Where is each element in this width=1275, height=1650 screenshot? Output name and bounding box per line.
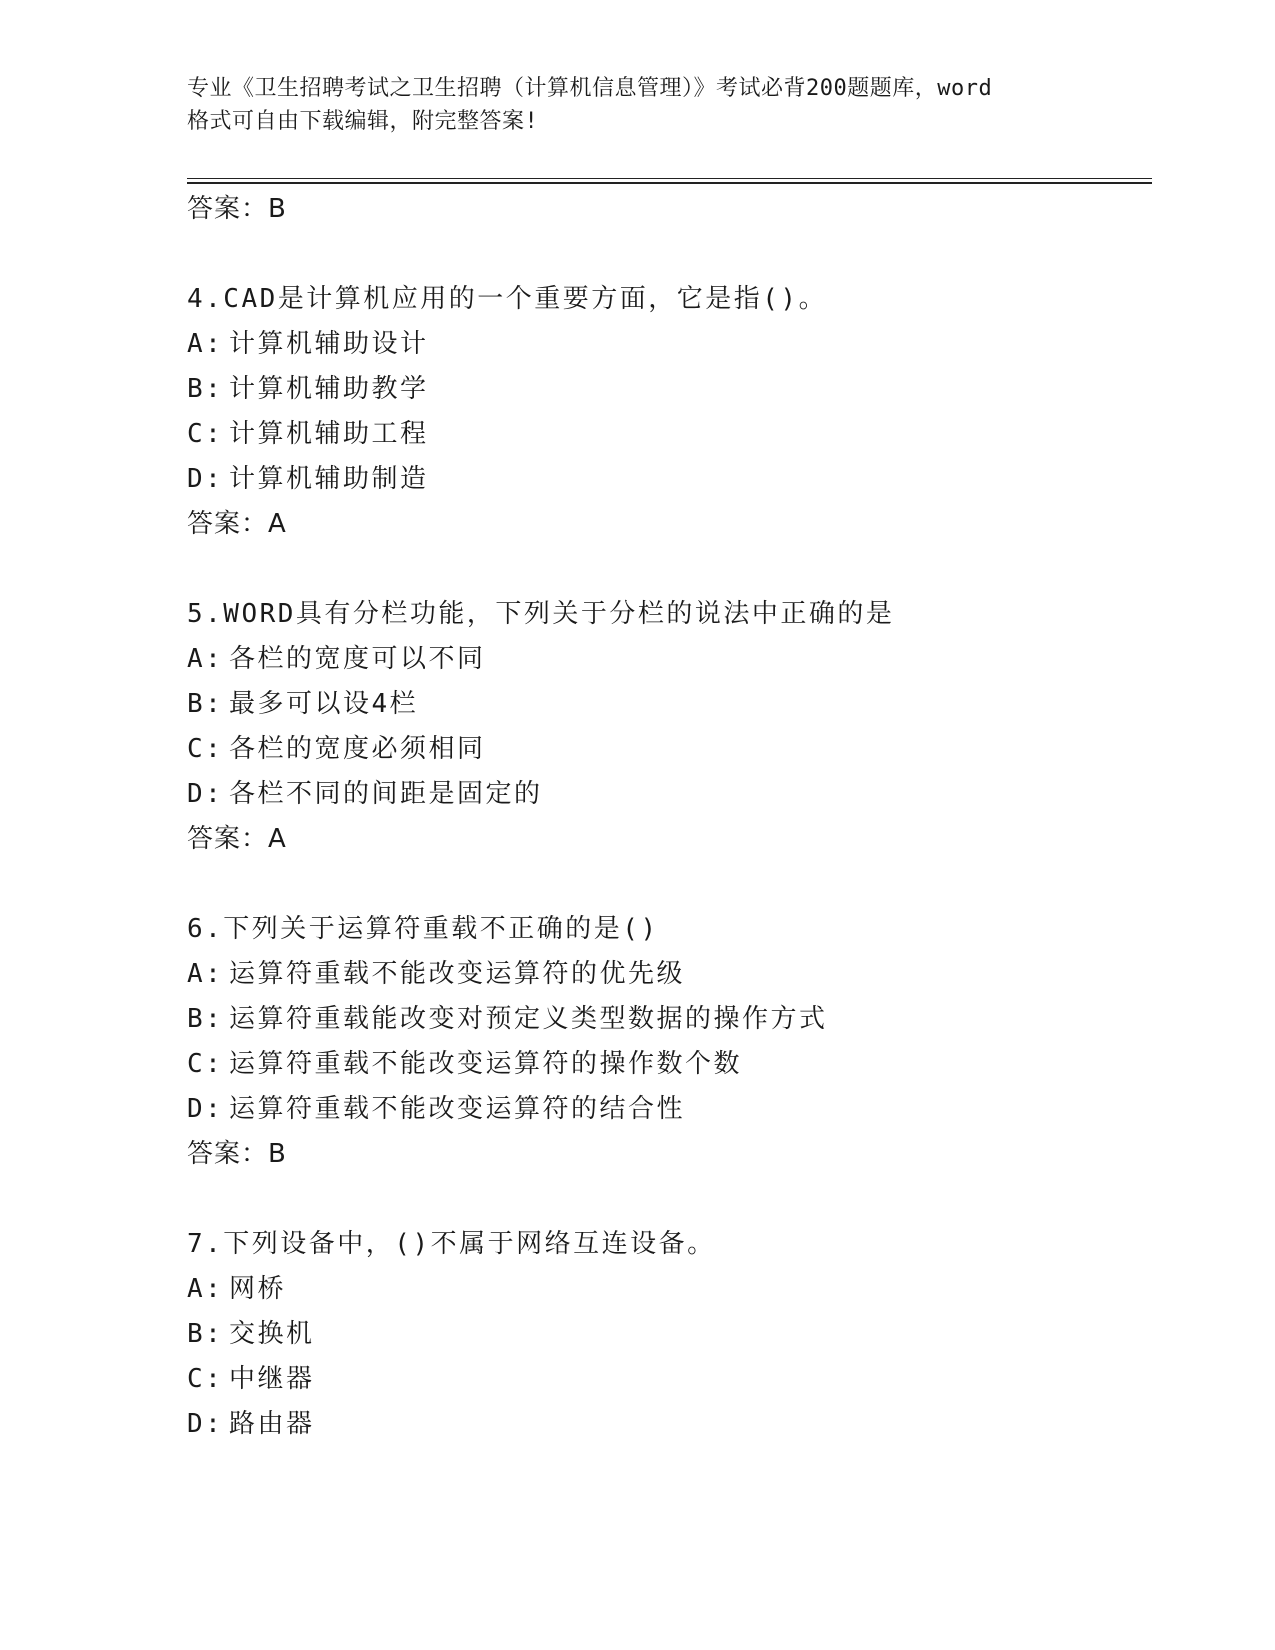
option-text: 各栏不同的间距是固定的 [229, 779, 543, 809]
option-c [187, 727, 1147, 772]
option-text: 路由器 [229, 1409, 315, 1439]
option-text: 计算机辅助工程 [229, 419, 429, 449]
option-d [187, 457, 1147, 502]
header-line-1: 专业《卫生招聘考试之卫生招聘（计算机信息管理）》考试必背200题题库，word [187, 76, 993, 101]
option-text: 计算机辅助设计 [229, 329, 429, 359]
option-text: 运算符重载不能改变运算符的优先级 [229, 959, 686, 989]
option-text: 运算符重载不能改变运算符的结合性 [229, 1094, 686, 1124]
option-text: 计算机辅助制造 [229, 464, 429, 494]
option-label: C: [187, 1364, 224, 1394]
option-text: 运算符重载能改变对预定义类型数据的操作方式 [229, 1004, 828, 1034]
option-label: D: [187, 1094, 224, 1124]
answer-line: 答案：A [187, 509, 287, 539]
option-a [187, 637, 1147, 682]
option-a [187, 1267, 1147, 1312]
option-label: C: [187, 1049, 224, 1079]
option-label: B: [187, 374, 224, 404]
option-c [187, 412, 1147, 457]
option-d [187, 1087, 1147, 1132]
option-text: 各栏的宽度必须相同 [229, 734, 486, 764]
option-label: B: [187, 689, 224, 719]
spacer [187, 547, 1147, 592]
question-block [187, 277, 1147, 592]
option-label: C: [187, 734, 224, 764]
answer-line: 答案：B [187, 1139, 287, 1169]
option-label: A: [187, 644, 224, 674]
question-stem: 4.CAD是计算机应用的一个重要方面，它是指()。 [187, 284, 828, 314]
option-label: D: [187, 1409, 224, 1439]
answer-line: 答案：B [187, 194, 287, 224]
question-stem: 6.下列关于运算符重载不正确的是() [187, 914, 659, 944]
spacer [187, 862, 1147, 907]
spacer [187, 1177, 1147, 1222]
option-b [187, 682, 1147, 727]
question-stem: 7.下列设备中，()不属于网络互连设备。 [187, 1229, 716, 1259]
header-divider-thin [187, 178, 1152, 179]
option-a [187, 322, 1147, 367]
option-d [187, 772, 1147, 817]
option-label: D: [187, 779, 224, 809]
header-line-2: 格式可自由下载编辑，附完整答案! [187, 109, 539, 134]
option-label: A: [187, 1274, 224, 1304]
option-b [187, 1312, 1147, 1357]
option-label: B: [187, 1319, 224, 1349]
option-text: 计算机辅助教学 [229, 374, 429, 404]
answer-line: 答案：A [187, 824, 287, 854]
option-text: 交换机 [229, 1319, 315, 1349]
option-b [187, 367, 1147, 412]
question-block [187, 592, 1147, 907]
option-label: B: [187, 1004, 224, 1034]
option-c [187, 1042, 1147, 1087]
option-text: 中继器 [229, 1364, 315, 1394]
option-label: C: [187, 419, 224, 449]
option-label: A: [187, 959, 224, 989]
option-a [187, 952, 1147, 997]
option-d [187, 1402, 1147, 1447]
option-text: 最多可以设4栏 [229, 689, 419, 719]
option-label: D: [187, 464, 224, 494]
header-divider-thick [187, 182, 1152, 184]
option-text: 运算符重载不能改变运算符的操作数个数 [229, 1049, 743, 1079]
question-list [187, 187, 1147, 1447]
document-header [187, 72, 1087, 138]
option-c [187, 1357, 1147, 1402]
option-b [187, 997, 1147, 1042]
option-label: A: [187, 329, 224, 359]
question-block [187, 1222, 1147, 1447]
option-text: 各栏的宽度可以不同 [229, 644, 486, 674]
question-stem: 5.WORD具有分栏功能，下列关于分栏的说法中正确的是 [187, 599, 895, 629]
option-text: 网桥 [229, 1274, 287, 1304]
question-block [187, 907, 1147, 1222]
spacer [187, 232, 1147, 277]
